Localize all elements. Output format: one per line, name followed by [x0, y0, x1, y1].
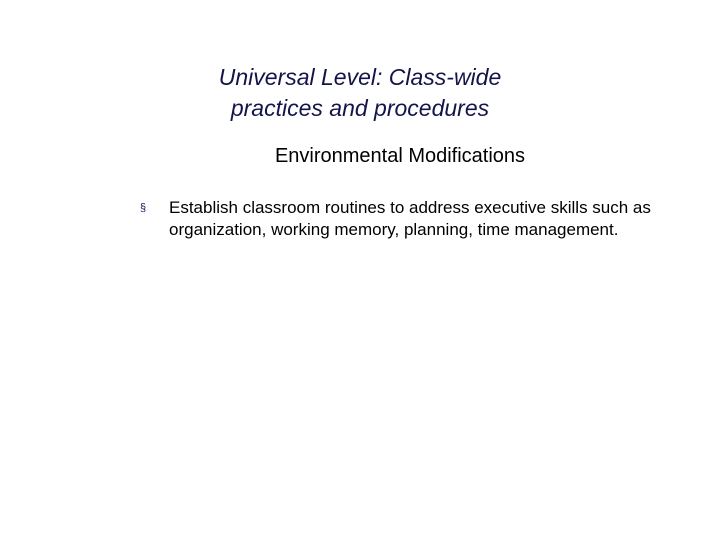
bullet-text: Establish classroom routines to address executive skills such as organization, working memory, planning, time management.	[169, 198, 651, 239]
bullet-marker-icon: §	[140, 202, 147, 214]
slide-title-line: practices and procedures	[230, 95, 490, 121]
slide-title-line: Universal Level: Class-wide	[218, 64, 502, 90]
slide-title	[160, 62, 560, 124]
slide-subtitle: Environmental Modifications	[274, 145, 526, 167]
